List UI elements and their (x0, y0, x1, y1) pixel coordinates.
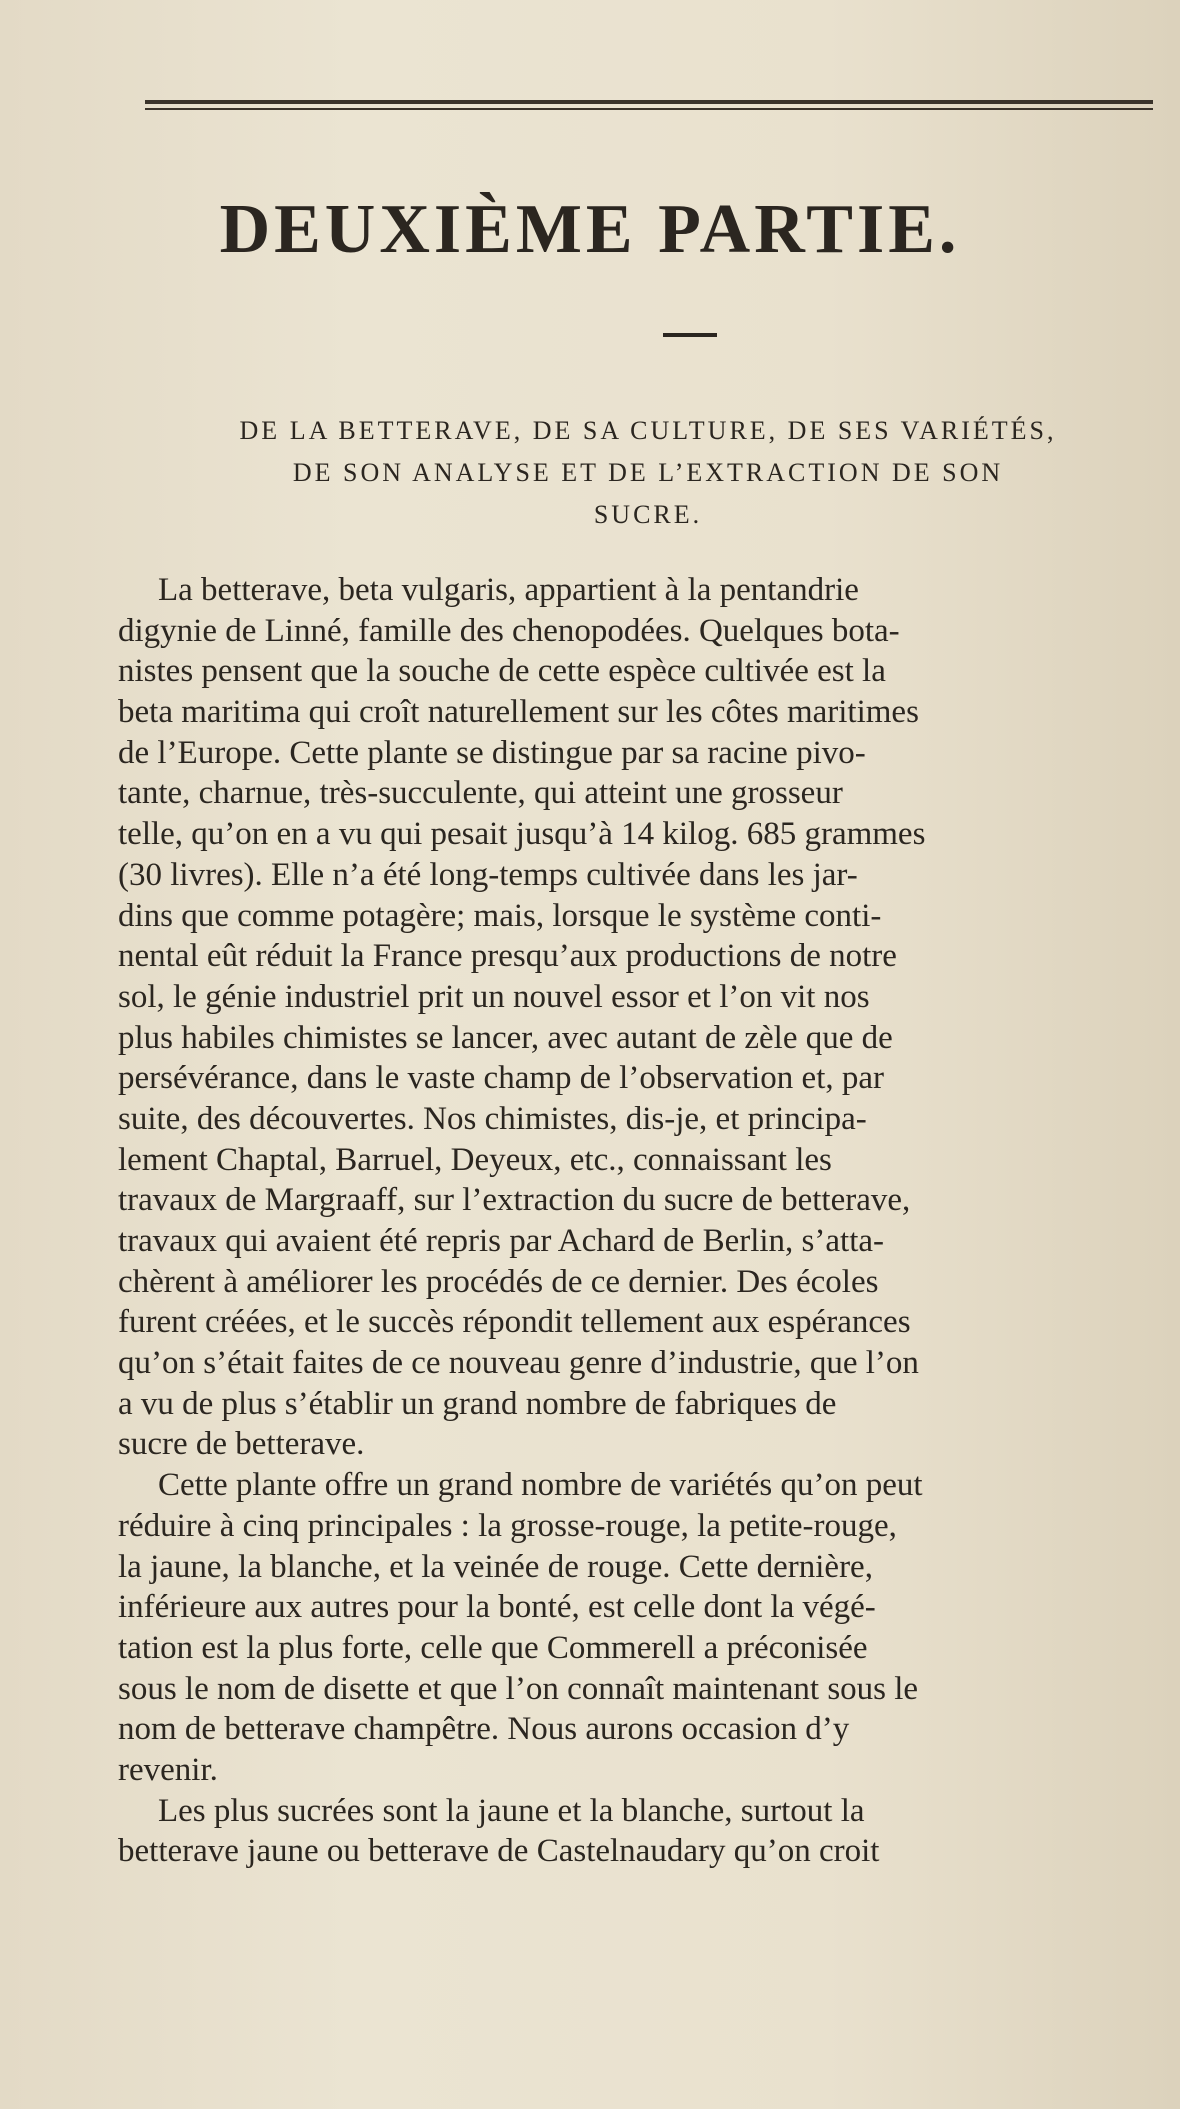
text-line: plus habiles chimistes se lancer, avec autant de zèle que de (118, 1019, 893, 1056)
text-line: la jaune, la blanche, et la veinée de rouge. Cette dernière, (118, 1548, 873, 1585)
body-text (118, 570, 1178, 1872)
text-line: dins que comme potagère; mais, lorsque le système conti- (118, 897, 882, 934)
text-line: de l’Europe. Cette plante se distingue par sa racine pivo- (118, 734, 866, 771)
top-double-rule (145, 100, 1153, 110)
text-line: tante, charnue, très-succulente, qui atteint une grosseur (118, 775, 843, 812)
text-line: sucre de betterave. (118, 1426, 365, 1463)
text-line: telle, qu’on en a vu qui pesait jusqu’à 14 kilog. 685 grammes (118, 816, 926, 853)
text-line: tation est la plus forte, celle que Commerell a préconisée (118, 1629, 868, 1666)
chapter-title-line: SUCRE. (593, 500, 703, 529)
text-line: La betterave, beta vulgaris, appartient à la pentandrie (158, 572, 859, 608)
text-line: betterave jaune ou betterave de Castelnaudary qu’on croit (118, 1833, 880, 1870)
text-line: a vu de plus s’établir un grand nombre de fabriques de (118, 1385, 837, 1422)
text-line: chèrent à améliorer les procédés de ce dernier. Des écoles (118, 1263, 879, 1300)
chapter-title-line: DE SON ANALYSE ET DE L’EXTRACTION DE SON (292, 458, 1004, 487)
text-line: Cette plante offre un grand nombre de variétés qu’on peut (158, 1467, 923, 1504)
text-line: furent créées, et le succès répondit tellement aux espérances (118, 1304, 911, 1341)
chapter-title (118, 410, 1178, 536)
text-line: digynie de Linné, famille des chenopodées. Quelques bota- (118, 612, 900, 649)
chapter-title-line: DE LA BETTERAVE, DE SA CULTURE, DE SES VARIÉTÉS, (239, 416, 1057, 445)
part-title: DEUXIÈME PARTIE. (219, 191, 961, 268)
text-line: qu’on s’était faites de ce nouveau genre d’industrie, que l’on (118, 1345, 919, 1382)
text-line: travaux de Margraaff, sur l’extraction du sucre de betterave, (118, 1182, 911, 1219)
text-line: nom de betterave champêtre. Nous aurons occasion d’y (118, 1711, 850, 1748)
title-separator-rule (663, 333, 717, 337)
text-line: persévérance, dans le vaste champ de l’observation et, par (118, 1060, 884, 1097)
text-line: réduire à cinq principales : la grosse-rouge, la petite-rouge, (118, 1507, 897, 1544)
text-line: (30 livres). Elle n’a été long-temps cultivée dans les jar- (118, 856, 858, 893)
text-line: nental eût réduit la France presqu’aux productions de notre (118, 938, 897, 975)
text-line: lement Chaptal, Barruel, Deyeux, etc., connaissant les (118, 1141, 832, 1178)
text-line: inférieure aux autres pour la bonté, est celle dont la végé- (118, 1589, 876, 1626)
text-line: suite, des découvertes. Nos chimistes, dis-je, et principa- (118, 1100, 867, 1137)
text-line: sol, le génie industriel prit un nouvel essor et l’on vit nos (118, 978, 870, 1015)
text-line: beta maritima qui croît naturellement sur les côtes maritimes (118, 694, 919, 731)
text-line: nistes pensent que la souche de cette espèce cultivée est la (118, 653, 886, 690)
text-line: sous le nom de disette et que l’on connaît maintenant sous le (118, 1670, 919, 1707)
text-line: Les plus sucrées sont la jaune et la blanche, surtout la (158, 1792, 865, 1829)
text-line: travaux qui avaient été repris par Achard de Berlin, s’atta- (118, 1223, 885, 1259)
text-line: revenir. (118, 1751, 218, 1788)
